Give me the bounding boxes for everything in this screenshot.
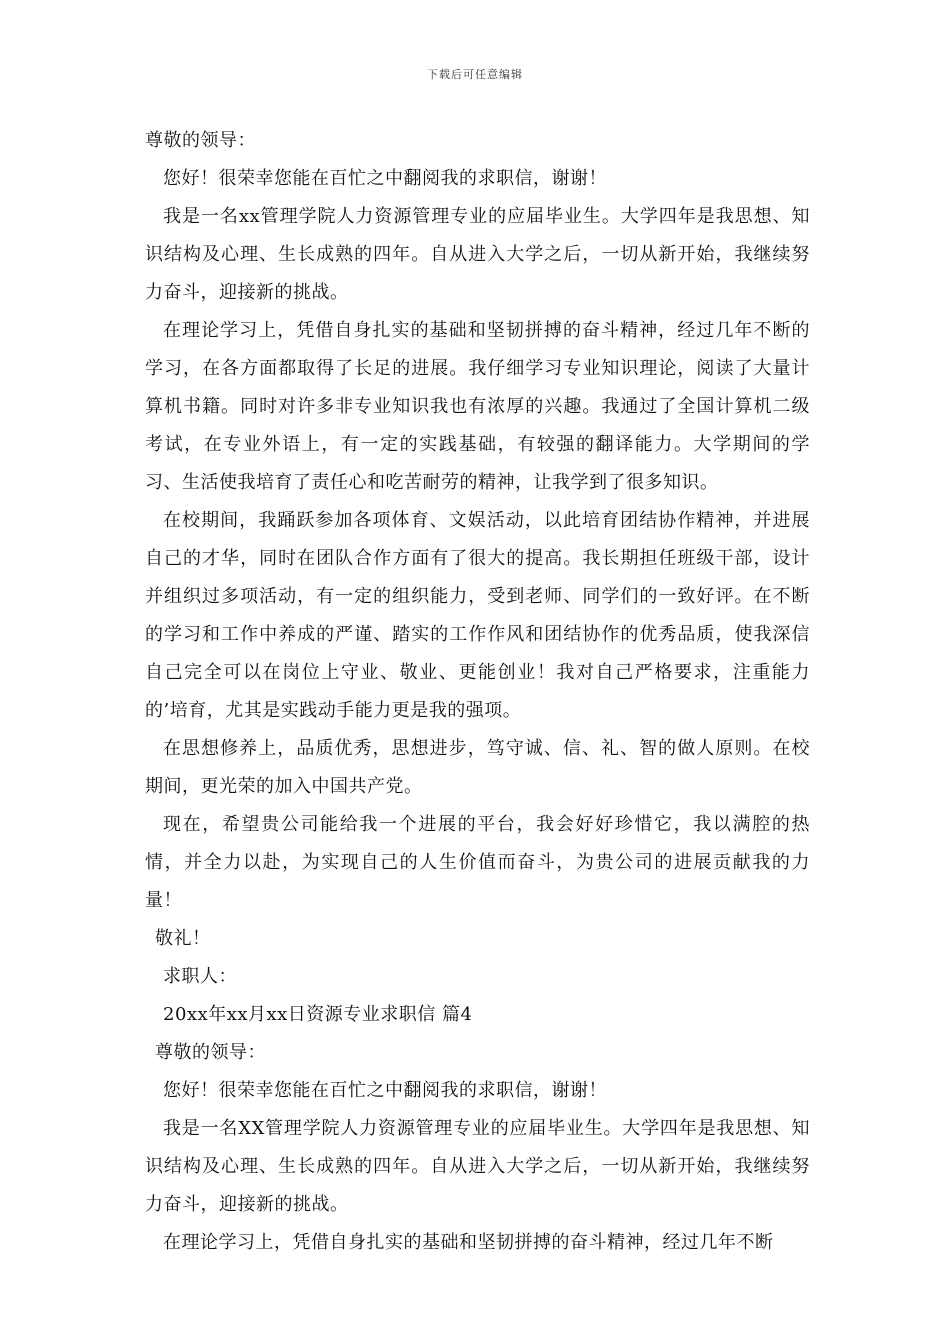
salutation: 尊敬的领导： [155,1042,266,1063]
document-body [145,122,810,1262]
closing-salute: 敬礼！ [155,928,211,949]
greeting-paragraph: 您好！很荣幸您能在百忙之中翻阅我的求职信，谢谢！ [163,168,607,189]
body-paragraph: 在思想修养上，品质优秀，思想进步，笃守诚、信、礼、智的做人原则。在校期间，更光荣的加入中国共产党。 [145,738,810,797]
body-paragraph: 在校期间，我踊跃参加各项体育、文娱活动，以此培育团结协作精神，并进展自己的才华，同时在团队合作方面有了很大的提高。我长期担任班级干部，设计并组织过多项活动，有一定的组织能力，受到老师、同学们的一致好评。在不断的学习和工作中养成的严谨、踏实的工作作风和团结协作的优秀品质，使我深信自己完全可以在岗位上守业、敬业、更能创业！我对自己严格要求，注重能力的’培育，尤其是实践动手能力更是我的强项。 [145,510,810,721]
body-paragraph: 在理论学习上，凭借自身扎实的基础和坚韧拼搏的奋斗精神，经过几年不断的学习，在各方面都取得了长足的进展。我仔细学习专业知识理论，阅读了大量计算机书籍。同时对许多非专业知识我也有浓厚的兴趣。我通过了全国计算机二级考试，在专业外语上，有一定的实践基础，有较强的翻译能力。大学期间的学习、生活使我培育了责任心和吃苦耐劳的精神，让我学到了很多知识。 [145,320,810,493]
section-heading: 20xx年xx月xx日资源专业求职信 篇4 [163,1004,473,1025]
page-header: 下载后可任意编辑 [427,68,523,81]
salutation: 尊敬的领导： [145,130,256,151]
signature-line: 求职人： [163,966,237,987]
body-paragraph: 我是一名XX管理学院人力资源管理专业的应届毕业生。大学四年是我思想、知识结构及心理、生长成熟的四年。自从进入大学之后，一切从新开始，我继续努力奋斗，迎接新的挑战。 [145,1118,810,1215]
body-paragraph: 我是一名xx管理学院人力资源管理专业的应届毕业生。大学四年是我思想、知识结构及心理、生长成熟的四年。自从进入大学之后，一切从新开始，我继续努力奋斗，迎接新的挑战。 [145,206,810,303]
body-paragraph: 在理论学习上，凭借自身扎实的基础和坚韧拼搏的奋斗精神，经过几年不断 [163,1232,774,1253]
body-paragraph: 现在，希望贵公司能给我一个进展的平台，我会好好珍惜它，我以满腔的热情，并全力以赴，为实现自己的人生价值而奋斗，为贵公司的进展贡献我的力量！ [145,814,810,911]
greeting-paragraph: 您好！很荣幸您能在百忙之中翻阅我的求职信，谢谢！ [163,1080,607,1101]
